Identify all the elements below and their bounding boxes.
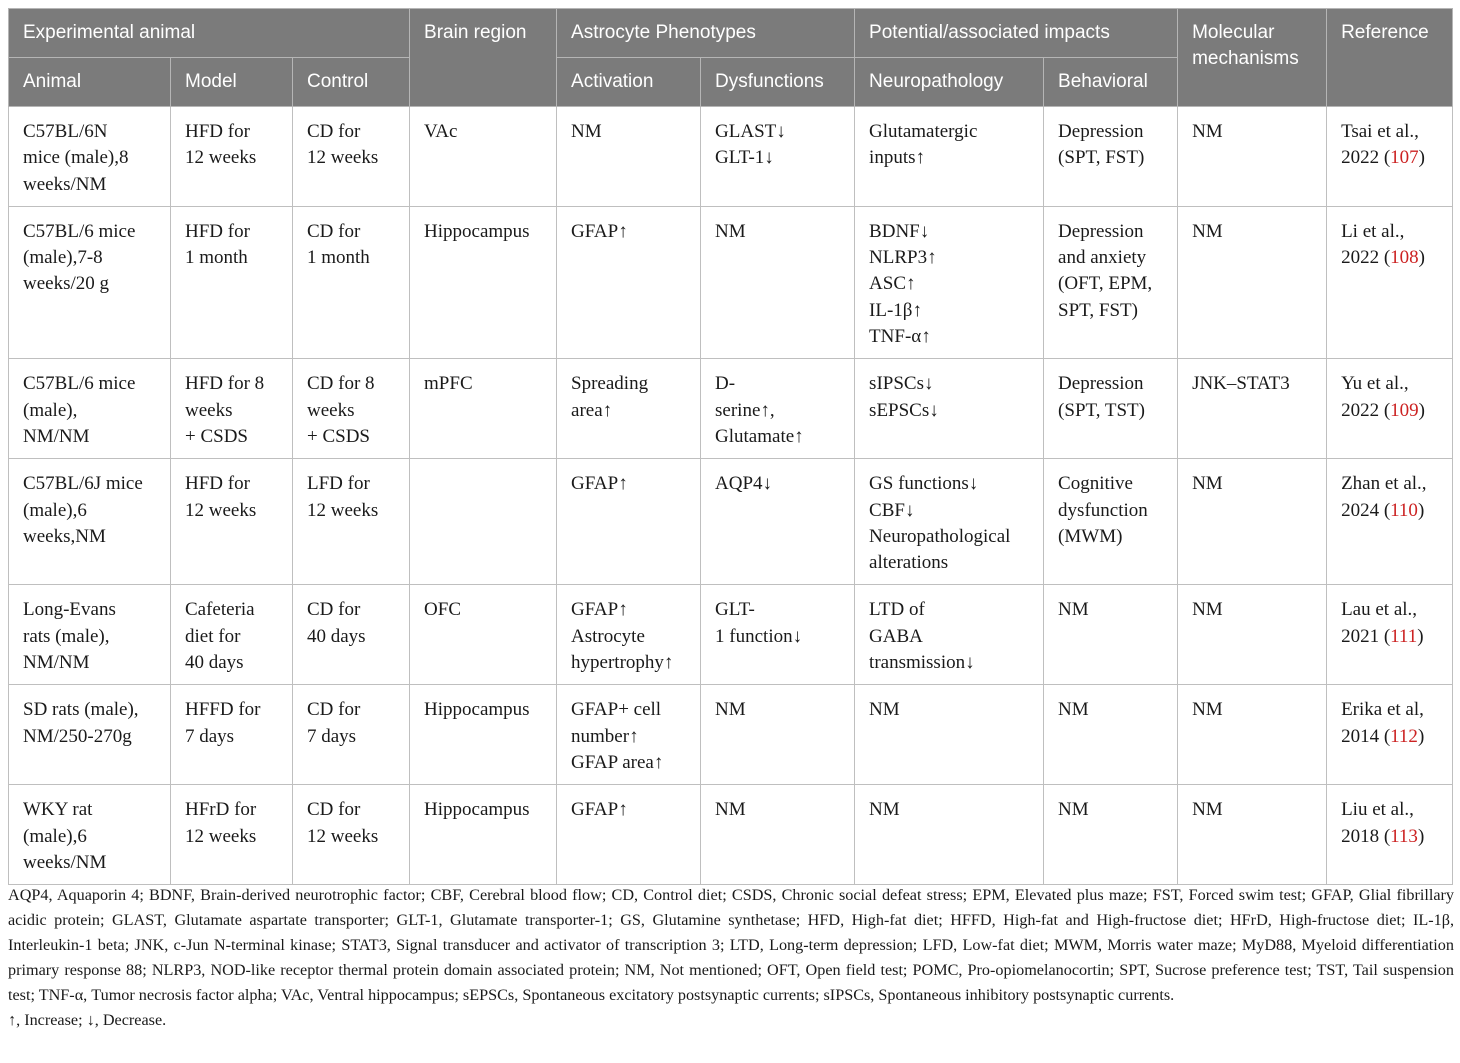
cell-model [171,785,293,885]
cell-activation [557,585,701,685]
header-astrocyte-phenotypes: Astrocyte Phenotypes [557,9,855,58]
cell-line: HFD for [185,220,250,242]
cell-line: Depression [1058,373,1144,395]
cell-line: HFFD for [185,699,261,721]
abbreviations-note: AQP4, Aquaporin 4; BDNF, Brain-derived neurotrophic factor; CBF, Cerebral blood flow; CD, Control diet; CSDS, Chronic social defeat stress; EPM, Elevated plus maze; FST, Forced swim test; GFAP, Glial fibrillary acidic protein; GLAST, Glutamate aspartate transporter; GLT-1, Glutamate transporter-1; GS, Glutamine synthetase; HFD, High-fat diet; HFFD, High-fat and High-fructose diet; HFrD, High-fructose diet; IL-1β, Interleukin-1 beta; JNK, c-Jun N-terminal kinase; STAT3, Signal transducer and activator of transcription 3; LTD, Long-term depression; LFD, Low-fat diet; MWM, Morris water maze; MyD88, Myeloid differentiation primary response 88; NLRP3, NOD-like receptor thermal protein domain associated protein; NM, Not mentioned; OFT, Open field test; POMC, Pro-opiomelanocortin; SPT, Sucrose preference test; TST, Tail suspension test; TNF-α, Tumor necrosis factor alpha; VAc, Ventral hippocampus; sEPSCs, Spontaneous excitatory postsynaptic currents; sIPSCs, Spontaneous inhibitory postsynaptic currents. [8,886,1454,1004]
table-row [9,685,1453,785]
cell-brain-region [410,585,557,685]
cell-dysfunctions [701,359,855,459]
subheader-model: Model [171,58,293,107]
cell-line: NM [1192,799,1223,821]
cell-animal [9,459,171,585]
cell-line: D- [715,373,736,395]
cell-line: 12 weeks [307,499,379,521]
table-body [9,107,1453,885]
cell-reference [1327,459,1453,585]
cell-dysfunctions [701,785,855,885]
cell-behavioral [1044,107,1178,207]
cell-line: C57BL/6 mice [23,373,136,395]
cell-line: weeks,NM [23,525,106,547]
cell-activation [557,107,701,207]
cell-neuropathology [855,107,1044,207]
cell-line: NM [869,799,900,821]
reference-authors: Yu et al., [1341,373,1409,395]
cell-reference [1327,785,1453,885]
cell-line: CD for 8 [307,373,375,395]
cell-line: IL-1β↑ [869,299,922,321]
cell-line: Spreading [571,373,649,395]
cell-line: sIPSCs↓ [869,373,934,395]
cell-reference [1327,107,1453,207]
reference-citation: 2022 (109) [1341,399,1425,421]
cell-line: NM [1192,220,1223,242]
cell-dysfunctions [701,459,855,585]
cell-line: Hippocampus [424,699,530,721]
cell-control [293,359,410,459]
cell-line: NM [571,121,602,142]
cell-line: + CSDS [307,425,370,447]
cell-activation [557,459,701,585]
cell-line: inputs↑ [869,147,925,169]
cell-line: NM [1058,799,1089,821]
arrows-legend: ↑, Increase; ↓, Decrease. [8,1010,167,1029]
reference-citation: 2024 (110) [1341,499,1425,521]
cell-dysfunctions [701,685,855,785]
cell-line: Cognitive [1058,473,1133,495]
cell-control [293,685,410,785]
cell-reference [1327,206,1453,358]
cell-line: CD for [307,799,361,821]
cell-line: NM [1058,699,1089,721]
reference-authors: Erika et al, [1341,699,1424,721]
cell-line: HFD for [185,121,250,142]
cell-line: 12 weeks [307,825,379,847]
reference-year: 2014 [1341,725,1380,747]
cell-line: SD rats (male), [23,699,139,721]
cell-line: CD for [307,121,361,142]
cell-brain-region [410,685,557,785]
cell-line: TNF-α↑ [869,326,931,348]
reference-authors: Lau et al., [1341,599,1418,621]
reference-year: 2022 [1341,147,1380,169]
cell-line: + CSDS [185,425,248,447]
subheader-activation: Activation [557,58,701,107]
cell-line: NM/250-270g [23,725,132,747]
cell-line: CD for [307,599,361,621]
cell-molecular-mechanisms [1178,206,1327,358]
cell-line: NM [1192,473,1223,495]
subheader-animal: Animal [9,58,171,107]
cell-line: Neuropathological [869,525,1011,547]
reference-link[interactable]: 112 [1390,725,1418,747]
cell-line: LFD for [307,473,370,495]
cell-line: alterations [869,552,949,574]
reference-year: 2024 [1341,499,1380,521]
cell-neuropathology [855,459,1044,585]
cell-line: 7 days [185,725,235,747]
reference-authors: Liu et al., [1341,799,1414,821]
cell-line: NM [1192,599,1223,621]
cell-behavioral [1044,685,1178,785]
table-row [9,459,1453,585]
cell-line: GLT- [715,599,755,621]
cell-control [293,206,410,358]
cell-animal [9,585,171,685]
cell-behavioral [1044,585,1178,685]
cell-reference [1327,359,1453,459]
header-reference: Reference [1327,9,1453,107]
cell-line: 1 month [307,247,370,269]
cell-line: HFD for 8 [185,373,265,395]
table-row [9,359,1453,459]
cell-activation [557,359,701,459]
header-brain-region: Brain region [410,9,557,107]
cell-line: 1 function↓ [715,625,803,647]
cell-line: CD for [307,699,361,721]
cell-line: WKY rat [23,799,93,821]
cell-dysfunctions [701,585,855,685]
cell-line: GLAST↓ [715,121,786,142]
cell-animal [9,359,171,459]
cell-line: 12 weeks [185,825,257,847]
cell-line: rats (male), [23,625,110,647]
cell-line: sEPSCs↓ [869,399,939,421]
cell-line: GABA [869,625,923,647]
cell-molecular-mechanisms [1178,685,1327,785]
cell-line: GFAP area↑ [571,751,664,773]
cell-line: diet for [185,625,241,647]
cell-molecular-mechanisms [1178,459,1327,585]
cell-animal [9,107,171,207]
cell-line: mice (male),8 [23,147,129,169]
subheader-control: Control [293,58,410,107]
cell-animal [9,685,171,785]
cell-dysfunctions [701,206,855,358]
cell-molecular-mechanisms [1178,107,1327,207]
cell-neuropathology [855,785,1044,885]
cell-line: HFD for [185,473,250,495]
cell-line: 40 days [185,652,244,674]
cell-line: 40 days [307,625,366,647]
cell-brain-region [410,206,557,358]
cell-control [293,459,410,585]
cell-behavioral [1044,206,1178,358]
cell-line: AQP4↓ [715,473,773,495]
reference-link[interactable]: 113 [1390,825,1418,847]
cell-line: mPFC [424,373,473,395]
cell-line: NM [1192,121,1223,142]
cell-line: weeks [185,399,233,421]
cell-line: number↑ [571,725,639,747]
cell-line: Astrocyte [571,625,645,647]
cell-line: C57BL/6N [23,121,108,142]
cell-line: BDNF↓ [869,220,930,242]
cell-line: SPT, FST) [1058,299,1138,321]
cell-line: OFC [424,599,461,621]
cell-line: Long-Evans [23,599,116,621]
cell-line: NM [715,799,746,821]
cell-line: Hippocampus [424,220,530,242]
cell-line: NM [715,220,746,242]
cell-line: (male),6 [23,825,87,847]
cell-line: Depression [1058,220,1144,242]
reference-citation: 2021 (111) [1341,625,1424,647]
cell-line: GFAP+ cell [571,699,662,721]
cell-line: 12 weeks [185,499,257,521]
cell-control [293,585,410,685]
cell-activation [557,685,701,785]
cell-line: C57BL/6J mice [23,473,143,495]
cell-model [171,685,293,785]
cell-model [171,459,293,585]
reference-authors: Li et al., [1341,220,1405,242]
cell-neuropathology [855,685,1044,785]
cell-brain-region [410,459,557,585]
cell-line: Glutamatergic [869,121,978,142]
cell-reference [1327,585,1453,685]
subheader-dysfunctions: Dysfunctions [701,58,855,107]
cell-brain-region [410,359,557,459]
cell-activation [557,206,701,358]
cell-activation [557,785,701,885]
cell-line: (male), [23,399,78,421]
cell-line: (MWM) [1058,525,1123,547]
cell-line: Cafeteria [185,599,255,621]
cell-line: 12 weeks [307,147,379,169]
cell-line: weeks/NM [23,851,107,873]
reference-link[interactable]: 109 [1390,399,1419,421]
cell-line: VAc [424,121,458,142]
cell-line: (male),7-8 [23,247,103,269]
cell-line: GS functions↓ [869,473,979,495]
cell-animal [9,785,171,885]
reference-citation: 2014 (112) [1341,725,1425,747]
cell-line: 7 days [307,725,357,747]
cell-line: Depression [1058,121,1144,142]
cell-line: NM/NM [23,652,90,674]
cell-reference [1327,685,1453,785]
cell-model [171,107,293,207]
header-potential-impacts: Potential/associated impacts [855,9,1178,58]
reference-year: 2021 [1341,625,1380,647]
cell-line: GFAP↑ [571,799,628,821]
table-row [9,585,1453,685]
cell-line: HFrD for [185,799,257,821]
cell-line: (SPT, TST) [1058,399,1145,421]
reference-link[interactable]: 111 [1390,625,1418,647]
cell-line: Glutamate↑ [715,425,804,447]
cell-molecular-mechanisms [1178,585,1327,685]
cell-line: 1 month [185,247,248,269]
table-row [9,107,1453,207]
header-molecular-mechanisms: Molecular mechanisms [1178,9,1327,107]
cell-line: transmission↓ [869,652,975,674]
cell-line: NM [1192,699,1223,721]
reference-year: 2022 [1341,247,1380,269]
cell-line: NM [869,699,900,721]
cell-neuropathology [855,206,1044,358]
cell-neuropathology [855,359,1044,459]
cell-line: dysfunction [1058,499,1148,521]
header-experimental-animal: Experimental animal [9,9,410,58]
cell-dysfunctions [701,107,855,207]
cell-behavioral [1044,785,1178,885]
cell-line: weeks [307,399,355,421]
reference-citation: 2022 (107) [1341,147,1425,169]
cell-neuropathology [855,585,1044,685]
cell-line: hypertrophy↑ [571,652,674,674]
cell-line: 12 weeks [185,147,257,169]
cell-model [171,585,293,685]
cell-behavioral [1044,359,1178,459]
reference-link[interactable]: 108 [1390,247,1419,269]
cell-molecular-mechanisms [1178,359,1327,459]
reference-year: 2022 [1341,399,1380,421]
cell-line: Hippocampus [424,799,530,821]
cell-line: GFAP↑ [571,473,628,495]
cell-line: C57BL/6 mice [23,220,136,242]
reference-link[interactable]: 110 [1390,499,1418,521]
cell-line: GLT-1↓ [715,147,774,169]
cell-line: NM/NM [23,425,90,447]
cell-line: JNK–STAT3 [1192,373,1290,395]
cell-line: ASC↑ [869,273,916,295]
cell-line: (OFT, EPM, [1058,273,1153,295]
cell-line: NM [715,699,746,721]
cell-model [171,359,293,459]
cell-line: CBF↓ [869,499,915,521]
reference-citation: 2018 (113) [1341,825,1425,847]
cell-line: serine↑, [715,399,775,421]
reference-link[interactable]: 107 [1390,147,1419,169]
cell-line: weeks/NM [23,173,107,195]
cell-line: area↑ [571,399,613,421]
cell-model [171,206,293,358]
cell-line: and anxiety [1058,247,1147,269]
reference-year: 2018 [1341,825,1380,847]
cell-control [293,785,410,885]
cell-line: weeks/20 g [23,273,110,295]
reference-authors: Zhan et al., [1341,473,1427,495]
cell-line: GFAP↑ [571,599,628,621]
table-footnote [8,883,1454,1032]
cell-line: LTD of [869,599,925,621]
cell-control [293,107,410,207]
cell-brain-region [410,107,557,207]
astrocyte-table [8,8,1453,885]
cell-line: NLRP3↑ [869,247,937,269]
reference-citation: 2022 (108) [1341,247,1425,269]
subheader-behavioral: Behavioral [1044,58,1178,107]
cell-line: CD for [307,220,361,242]
reference-authors: Tsai et al., [1341,121,1419,142]
cell-behavioral [1044,459,1178,585]
subheader-neuropathology: Neuropathology [855,58,1044,107]
cell-line: GFAP↑ [571,220,628,242]
cell-line: (male),6 [23,499,87,521]
cell-brain-region [410,785,557,885]
cell-molecular-mechanisms [1178,785,1327,885]
cell-line: NM [1058,599,1089,621]
table-row [9,206,1453,358]
cell-animal [9,206,171,358]
table-row [9,785,1453,885]
cell-line: (SPT, FST) [1058,147,1145,169]
